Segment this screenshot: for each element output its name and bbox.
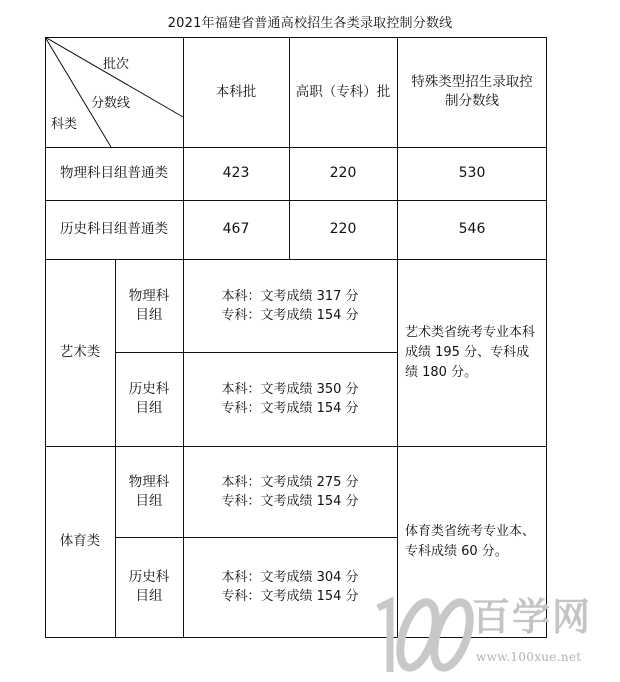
corner-subject-label: 科类: [51, 117, 78, 132]
score-line: 本科：文考成绩 275 分: [221, 474, 359, 490]
score-line: 专科：文考成绩 154 分: [221, 493, 359, 509]
score-line: 本科：文考成绩 317 分: [221, 288, 359, 304]
art-history-group: 历史科目组: [128, 381, 170, 416]
corner-score-label: 分数线: [91, 96, 131, 111]
watermark-logo-icon: [368, 580, 476, 680]
vocational-score: 220: [329, 221, 357, 237]
document-title: 2021年福建省普通高校招生各类录取控制分数线: [167, 16, 453, 31]
watermark: [368, 580, 618, 680]
vocational-score: 220: [329, 165, 357, 181]
watermark-brand: 百学网: [472, 595, 593, 639]
special-score: 546: [458, 221, 486, 237]
watermark-url: www.100xue.net: [476, 650, 582, 664]
art-category: 艺术类: [59, 344, 101, 360]
sports-physics-group: 物理科目组: [128, 473, 170, 509]
score-line: 专科：文考成绩 154 分: [221, 401, 359, 416]
undergrad-score: 467: [222, 221, 250, 237]
watermark-logo-text: 100: [422, 640, 424, 641]
score-line: 本科：文考成绩 304 分: [221, 570, 359, 585]
art-note: 艺术类省统考专业本科成绩 195 分、专科成绩 180 分。: [405, 324, 536, 380]
row-category: 历史科目组普通类: [60, 221, 168, 237]
sports-physics-scores: [183, 446, 397, 537]
corner-batch-label: 批次: [103, 57, 130, 72]
header-vocational: 高职（专科）批: [295, 83, 391, 100]
score-line: 专科：文考成绩 154 分: [221, 589, 359, 604]
score-line: 专科：文考成绩 154 分: [221, 307, 359, 323]
art-history-scores: [183, 352, 397, 446]
header-special: 特殊类型招生录取控制分数线: [411, 74, 533, 109]
art-physics-scores: [183, 259, 397, 352]
score-line: 本科：文考成绩 350 分: [221, 382, 359, 397]
sports-note: 体育类省统考专业本、专科成绩 60 分。: [405, 523, 536, 559]
undergrad-score: 423: [222, 165, 250, 181]
sports-history-scores: [183, 537, 397, 637]
header-undergrad: 本科批: [215, 83, 257, 100]
special-score: 530: [458, 165, 486, 181]
art-physics-group: 物理科目组: [128, 287, 170, 323]
sports-category: 体育类: [59, 533, 101, 549]
score-table: [45, 37, 547, 638]
row-category: 物理科目组普通类: [60, 165, 168, 181]
sports-history-group: 历史科目组: [128, 569, 170, 604]
